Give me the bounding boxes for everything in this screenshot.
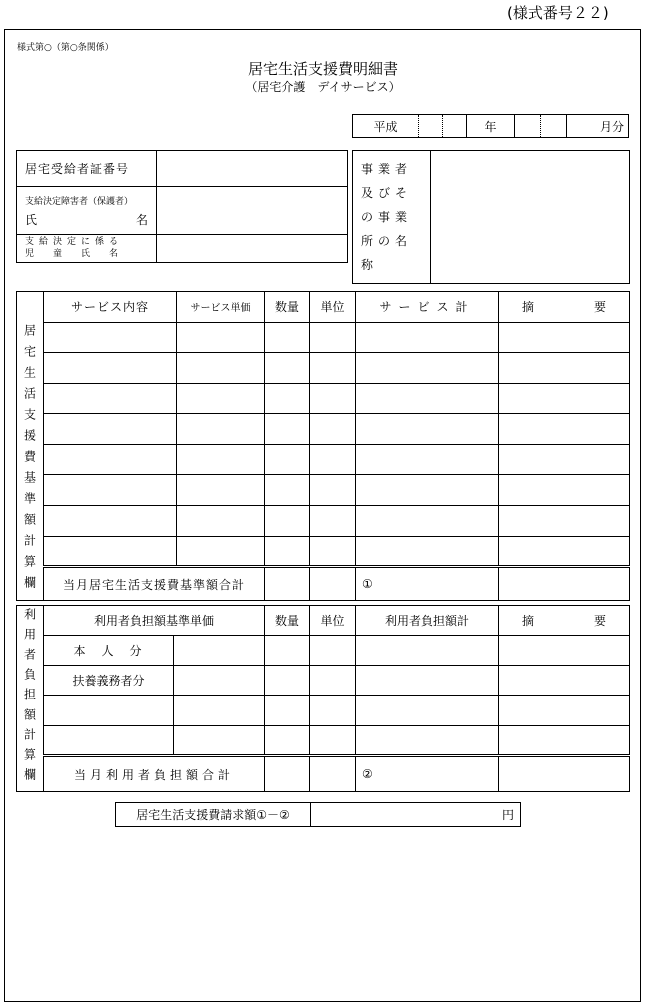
cost-cell[interactable] — [310, 353, 356, 384]
cost-total-unit[interactable] — [310, 567, 356, 601]
cost-header-unit: 単位 — [310, 292, 356, 323]
cost-cell[interactable] — [499, 444, 630, 475]
cost-cell[interactable] — [499, 505, 630, 536]
user-cell[interactable] — [356, 696, 499, 726]
user-cell[interactable] — [174, 636, 265, 666]
user-cell[interactable] — [174, 696, 265, 726]
cost-cell[interactable] — [265, 383, 310, 414]
user-header-total: 利用者負担額計 — [356, 606, 499, 636]
user-total-mark: ② — [362, 767, 373, 782]
user-cell[interactable] — [310, 696, 356, 726]
cost-cell[interactable] — [356, 322, 499, 353]
month-digit-2[interactable] — [541, 115, 567, 138]
user-cell[interactable] — [44, 696, 174, 726]
cost-cell[interactable] — [177, 353, 265, 384]
user-side-label — [17, 606, 44, 792]
user-total-quantity[interactable] — [265, 756, 310, 792]
cost-cell[interactable] — [499, 322, 630, 353]
user-cell[interactable] — [265, 666, 310, 696]
cost-cell[interactable] — [499, 536, 630, 567]
name-label-1: 氏 — [25, 212, 38, 227]
year-label: 年 — [467, 115, 515, 138]
cost-cell[interactable] — [310, 475, 356, 506]
user-total-unit[interactable] — [310, 756, 356, 792]
cost-cell[interactable] — [44, 414, 177, 445]
user-header-notes: 摘 要 — [499, 606, 630, 636]
guardian-label — [17, 187, 157, 234]
form-number: (様式番号２２) — [507, 4, 609, 22]
user-cell[interactable] — [356, 636, 499, 666]
cost-side-label-text: 居宅生活支援費基準額計算欄 — [22, 324, 37, 597]
cost-cell[interactable] — [310, 444, 356, 475]
cost-cell[interactable] — [356, 505, 499, 536]
child-name-field[interactable] — [157, 234, 348, 262]
user-header-base-price: 利用者負担額基準単価 — [44, 606, 265, 636]
cost-cell[interactable] — [177, 536, 265, 567]
cost-cell[interactable] — [499, 414, 630, 445]
child-label-line-2: 児 童 氏 名 — [25, 249, 124, 260]
provider-label-text: 事業者及びその事業所の名称 — [361, 162, 413, 272]
user-cell[interactable] — [265, 696, 310, 726]
cost-table — [16, 291, 630, 601]
cost-cell[interactable] — [310, 505, 356, 536]
era-year-digit-1[interactable] — [419, 115, 443, 138]
provider-label — [353, 151, 431, 284]
cost-cell[interactable] — [310, 414, 356, 445]
cost-cell[interactable] — [265, 536, 310, 567]
guardian-name-label — [25, 211, 156, 228]
era-year-digit-2[interactable] — [443, 115, 467, 138]
user-cell[interactable] — [499, 636, 630, 666]
user-cell[interactable] — [310, 666, 356, 696]
cost-header-total: サービス計 — [356, 292, 499, 323]
cost-cell[interactable] — [177, 414, 265, 445]
user-header-quantity: 数量 — [265, 606, 310, 636]
cost-cell[interactable] — [265, 505, 310, 536]
cost-cell[interactable] — [265, 414, 310, 445]
cost-cell[interactable] — [44, 383, 177, 414]
cost-cell[interactable] — [44, 444, 177, 475]
provider-box — [352, 150, 630, 284]
cost-cell[interactable] — [499, 383, 630, 414]
cost-cell[interactable] — [44, 475, 177, 506]
cost-cell[interactable] — [499, 475, 630, 506]
cost-cell[interactable] — [265, 322, 310, 353]
claim-amount-field[interactable] — [311, 803, 521, 827]
cost-cell[interactable] — [177, 383, 265, 414]
cost-header-unit-price: サービス単価 — [177, 292, 265, 323]
cost-cell[interactable] — [44, 505, 177, 536]
cost-total-mark: ① — [362, 577, 373, 592]
recipient-box — [16, 150, 348, 263]
cert-no-field[interactable] — [157, 151, 348, 187]
cost-cell[interactable] — [356, 383, 499, 414]
cost-cell[interactable] — [356, 414, 499, 445]
claim-unit: 円 — [501, 808, 514, 822]
child-label — [17, 234, 157, 262]
user-table — [16, 605, 630, 792]
cost-total-notes[interactable] — [499, 567, 630, 601]
user-cell[interactable] — [356, 666, 499, 696]
page-title: 居宅生活支援費明細書 — [247, 60, 398, 78]
cost-cell[interactable] — [44, 536, 177, 567]
cost-side-label — [17, 292, 44, 601]
cost-cell[interactable] — [177, 322, 265, 353]
user-cell[interactable] — [265, 636, 310, 666]
cost-cell[interactable] — [44, 353, 177, 384]
cost-header-service: サービス内容 — [44, 292, 177, 323]
date-row — [352, 114, 629, 138]
user-cell[interactable] — [174, 726, 265, 756]
cost-total-label: 当月居宅生活支援費基準額合計 — [44, 567, 265, 601]
era-label: 平成 — [353, 115, 419, 138]
cost-cell[interactable] — [356, 475, 499, 506]
cost-cell[interactable] — [499, 353, 630, 384]
form-label: 様式第○（第○条関係） — [17, 43, 114, 53]
cost-header-notes: 摘 要 — [499, 292, 630, 323]
cost-cell[interactable] — [44, 322, 177, 353]
cost-cell[interactable] — [310, 322, 356, 353]
cost-cell[interactable] — [310, 383, 356, 414]
guardian-label-text: 支給決定障害者（保護者） — [25, 196, 134, 207]
month-label: 月分 — [567, 115, 629, 138]
cert-no-label: 居宅受給者証番号 — [17, 151, 157, 187]
cost-total-quantity[interactable] — [265, 567, 310, 601]
user-total-value[interactable] — [356, 756, 499, 792]
cost-cell[interactable] — [356, 536, 499, 567]
cost-cell[interactable] — [265, 353, 310, 384]
cost-header-quantity: 数量 — [265, 292, 310, 323]
user-cell[interactable] — [310, 636, 356, 666]
cost-total-value[interactable] — [356, 567, 499, 601]
month-digit-1[interactable] — [515, 115, 541, 138]
cost-cell[interactable] — [265, 475, 310, 506]
cost-cell[interactable] — [356, 353, 499, 384]
name-label-2: 名 — [135, 212, 148, 227]
user-row-supporter-label: 扶養義務者分 — [44, 666, 174, 696]
claim-box — [115, 802, 521, 827]
child-label-line-1: 支給決定に係る — [25, 237, 124, 248]
page-subtitle: （居宅介護 デイサービス） — [245, 80, 401, 94]
user-cell[interactable] — [310, 726, 356, 756]
guardian-name-field[interactable] — [157, 187, 348, 234]
cost-cell[interactable] — [177, 444, 265, 475]
cost-cell[interactable] — [356, 444, 499, 475]
cost-cell[interactable] — [177, 505, 265, 536]
user-cell[interactable] — [499, 726, 630, 756]
user-cell[interactable] — [499, 696, 630, 726]
user-cell[interactable] — [265, 726, 310, 756]
user-cell[interactable] — [174, 666, 265, 696]
cost-cell[interactable] — [177, 475, 265, 506]
cost-cell[interactable] — [310, 536, 356, 567]
user-row-self-label: 本 人 分 — [44, 636, 174, 666]
cost-cell[interactable] — [265, 444, 310, 475]
user-cell[interactable] — [44, 726, 174, 756]
user-cell[interactable] — [356, 726, 499, 756]
claim-label: 居宅生活支援費請求額①－② — [116, 803, 311, 827]
user-side-label-text: 利用者負担額計算欄 — [22, 608, 37, 788]
user-header-unit: 単位 — [310, 606, 356, 636]
provider-name-field[interactable] — [431, 151, 630, 284]
user-total-notes[interactable] — [499, 756, 630, 792]
user-cell[interactable] — [499, 666, 630, 696]
user-total-label: 当月利用者負担額合計 — [44, 756, 265, 792]
